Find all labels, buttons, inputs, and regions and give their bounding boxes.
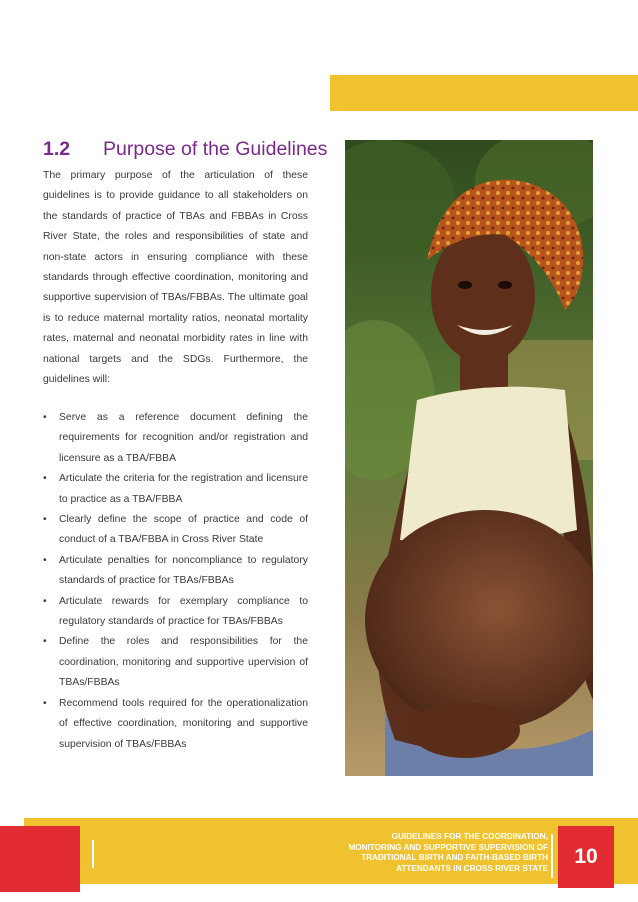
footer-line: MONITORING AND SUPPORTIVE SUPERVISION OF [348, 842, 548, 852]
list-item [43, 510, 308, 551]
list-item-text: Clearly define the scope of practice and code of conduct of a TBA/FBBA in Cross River State [59, 514, 308, 546]
bullet-icon: • [43, 412, 47, 423]
bullet-icon: • [43, 697, 47, 709]
section-number: 1.2 [43, 138, 71, 160]
footer-title [340, 832, 548, 874]
list-item-text: Define the roles and responsibilities for the coordination, monitoring and supportive upervision of TBAs/FBBAs [59, 636, 308, 689]
list-item [43, 469, 308, 510]
footer-line: TRADITIONAL BIRTH AND FAITH-BASED BIRTH [361, 853, 548, 863]
footer-divider [92, 840, 94, 868]
purpose-list [43, 408, 308, 755]
bullet-icon: • [43, 595, 47, 607]
list-item-text: Recommend tools required for the operationalization of effective coordination, monitoring and supportive supervision of TBAs/FBBAs [59, 697, 308, 750]
section-title: Purpose of the Guidelines [103, 138, 328, 160]
page-number: 10 [558, 826, 614, 888]
list-item [43, 408, 308, 469]
top-accent-bar [330, 75, 638, 111]
bullet-icon: • [43, 473, 47, 485]
list-item [43, 551, 308, 592]
footer-divider [551, 834, 553, 878]
list-item-text: Articulate penalties for noncompliance to regulatory standards of practice for TBAs/FBBAs [59, 554, 308, 587]
intro-paragraph: The primary purpose of the articulation of these guidelines is to provide guidance to all stakeholders on the standards of practice of TBAs and FBBAs in Cross River State, the roles and responsibilities of state and non-state actors in ensuring compliance with these standards through effective coordination, monitoring and supportive supervision of TBAs/FBBAs. The ultimate goal is to reduce maternal mortality ratios, neonatal mortality rates, maternal and neonatal morbidity rates in line with national targets and the SDGs. Furthermore, the guidelines will: [43, 170, 308, 386]
pregnant-woman-photo [345, 140, 593, 776]
list-item [43, 694, 308, 755]
footer-line: GUIDELINES FOR THE COORDINATION, [391, 832, 548, 841]
list-item-text: Serve as a reference document defining the requirements for recognition and/or registration and licensure as a TBA/FBBA [59, 412, 308, 464]
bullet-icon: • [43, 514, 47, 526]
list-item [43, 632, 308, 693]
list-item-text: Articulate rewards for exemplary compliance to regulatory standards of practice for TBAs/FBBAs [59, 595, 308, 628]
list-item-text: Articulate the criteria for the registration and licensure to practice as a TBA/FBBA [59, 473, 308, 505]
list-item [43, 592, 308, 633]
bullet-icon: • [43, 554, 47, 566]
footer-line: ATTENDANTS IN CROSS RIVER STATE [396, 863, 548, 873]
bullet-icon: • [43, 636, 47, 648]
footer-red-tab [0, 826, 80, 892]
section-heading [43, 138, 333, 164]
